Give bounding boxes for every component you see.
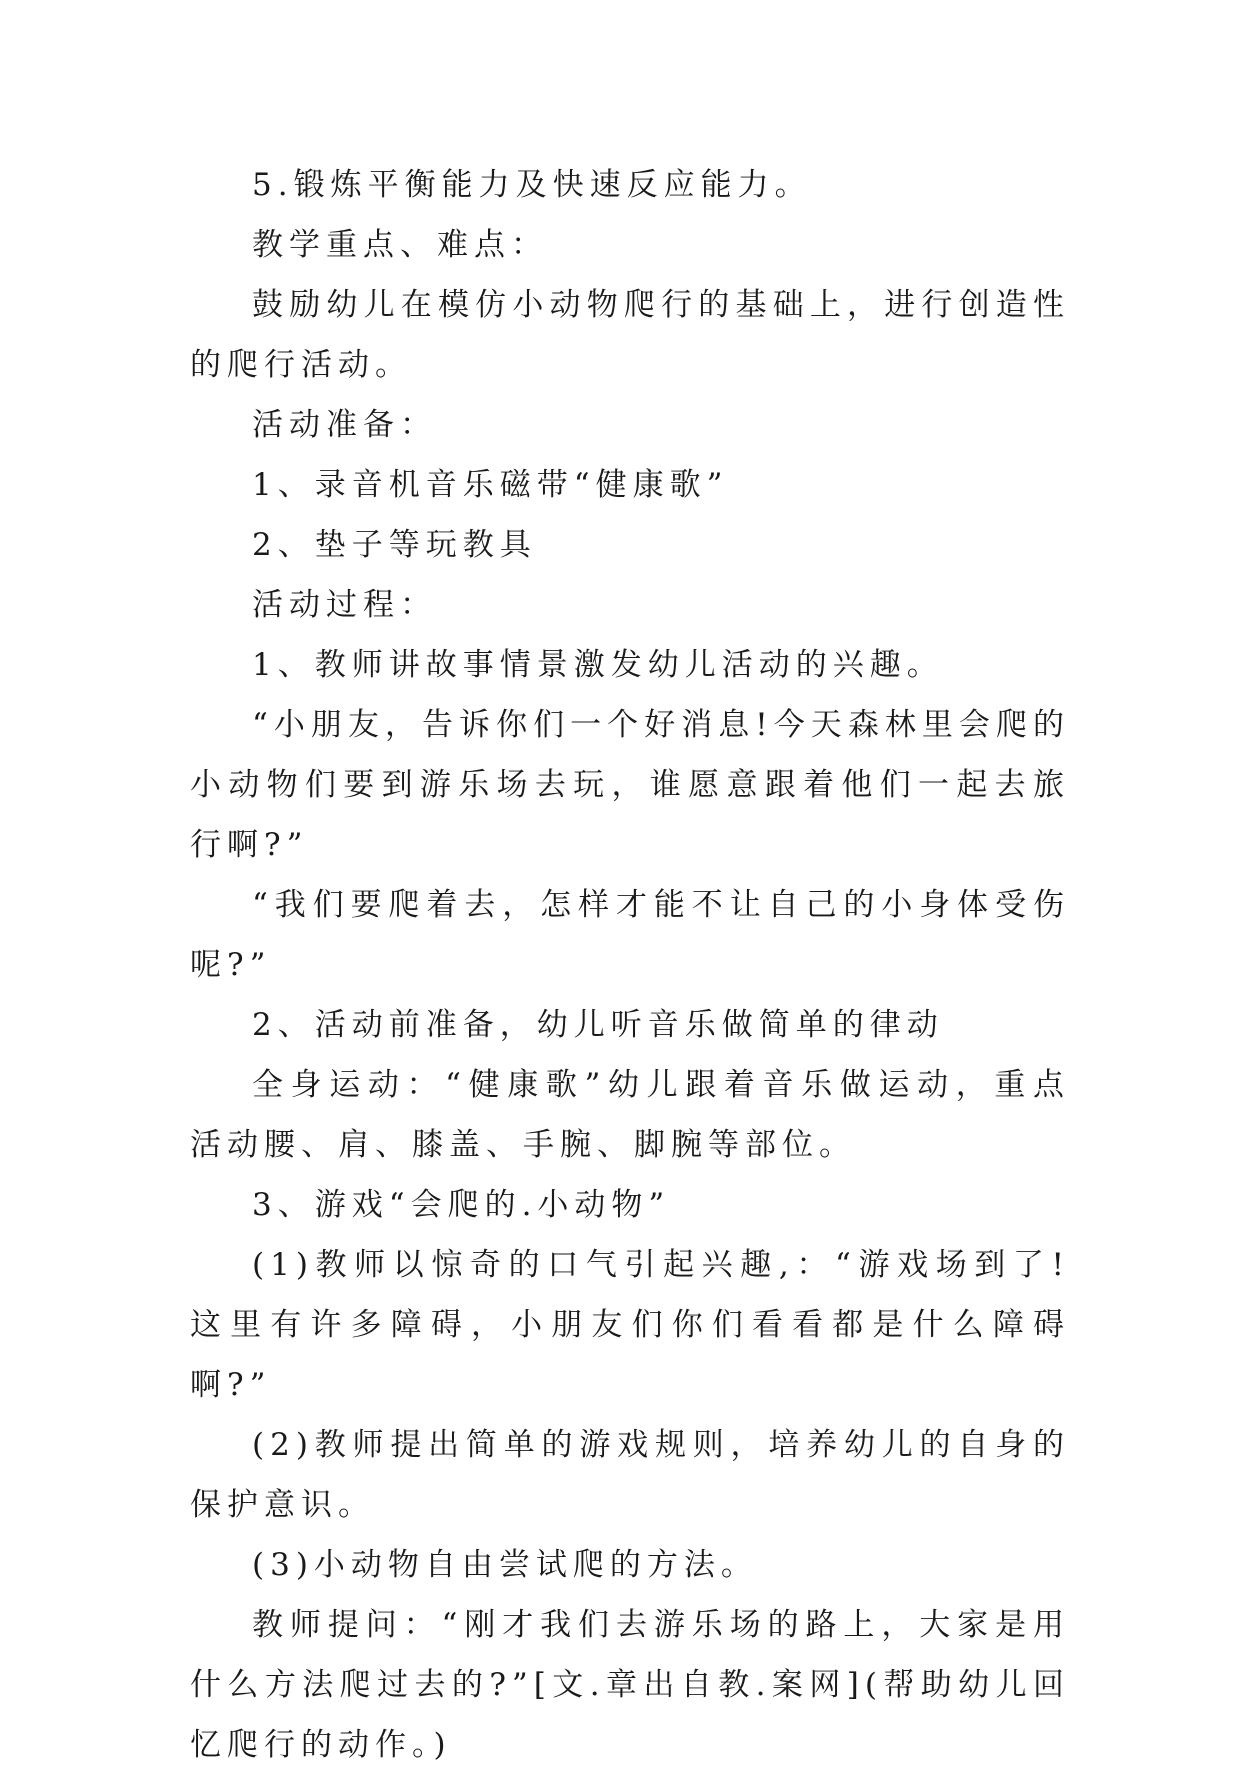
paragraph-step-2: 2、活动前准备，幼儿听音乐做简单的律动	[252, 1007, 944, 1043]
paragraph-prep-2: 2、垫子等玩教具	[252, 527, 537, 563]
paragraph-goal-5: 5.锻炼平衡能力及快速反应能力。	[252, 167, 812, 203]
paragraph-teacher-question: 教师提问：“刚才我们去游乐场的路上，大家是用什么方法爬过去的?”[文.章出自教.案网](帮助幼儿回忆爬行的动作。)	[190, 1607, 1070, 1763]
heading-key-points: 教学重点、难点：	[252, 227, 548, 263]
paragraph-prep-1: 1、录音机音乐磁带“健康歌”	[252, 467, 729, 503]
paragraph-quote-1: “小朋友，告诉你们一个好消息!今天森林里会爬的小动物们要到游乐场去玩，谁愿意跟着他们一起去旅行啊?”	[190, 707, 1070, 863]
paragraph-step-3: 3、游戏“会爬的.小动物”	[252, 1187, 671, 1223]
paragraph-substep-1: (1)教师以惊奇的口气引起兴趣,：“游戏场到了!这里有许多障碍，小朋友们你们看看都是什么障碍啊?”	[190, 1247, 1070, 1403]
paragraph-quote-2: “我们要爬着去，怎样才能不让自己的小身体受伤呢?”	[190, 887, 1070, 983]
paragraph-key-points: 鼓励幼儿在模仿小动物爬行的基础上，进行创造性的爬行活动。	[190, 287, 1070, 383]
paragraph-substep-3: (3)小动物自由尝试爬的方法。	[252, 1547, 758, 1583]
heading-process: 活动过程：	[252, 587, 437, 623]
document-body	[190, 155, 1070, 1775]
heading-preparation: 活动准备：	[252, 407, 437, 443]
paragraph-step-1: 1、教师讲故事情景激发幼儿活动的兴趣。	[252, 647, 944, 683]
paragraph-full-body-exercise: 全身运动：“健康歌”幼儿跟着音乐做运动，重点活动腰、肩、膝盖、手腕、脚腕等部位。	[190, 1067, 1070, 1163]
paragraph-substep-2: (2)教师提出简单的游戏规则，培养幼儿的自身的保护意识。	[190, 1427, 1070, 1523]
